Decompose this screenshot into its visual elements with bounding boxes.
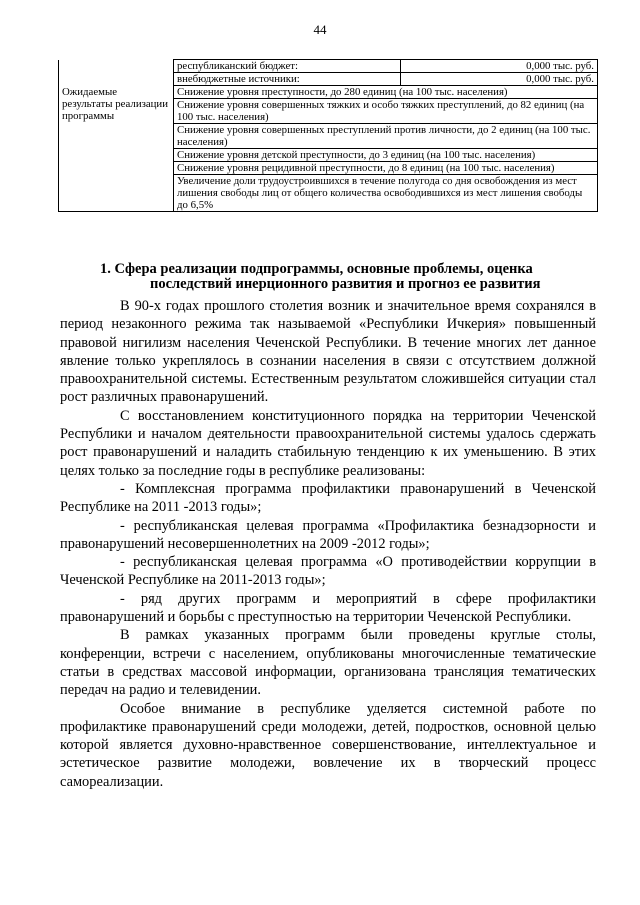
expected-result-item: Снижение уровня детской преступности, до 3 единиц (на 100 тыс. населения) [174,149,598,162]
list-item: - Комплексная программа профилактики правонарушений в Чеченской Республике на 2011 -2013 годы»; [60,480,596,516]
expected-result-item: Снижение уровня рецидивной преступности, до 8 единиц (на 100 тыс. населения) [174,162,598,175]
expected-result-item: Снижение уровня преступности, до 280 единиц (на 100 тыс. населения) [174,86,598,99]
list-item: - республиканская целевая программа «О противодействии коррупции в Чеченской Республике на 2011-2013 годы»; [60,554,596,589]
paragraph: С восстановлением конституционного порядка на территории Чеченской Республики и началом деятельности правоохранительной системы удалось сдержать рост правонарушений и наладить стабильную тенденцию к их уменьшению. В этих целях только за последние годы в республике реализованы: [60,407,596,479]
list-item: - ряд других программ и мероприятий в сфере профилактики правонарушений и борьбы с преступностью на территории Чеченской Республики. [60,590,596,626]
paragraph: В 90-х годах прошлого столетия возник и значительное время сохранялся в период незаконного режима так называемой «Республики Ичкерия» повышенный правовой нигилизм населения Чеченской Республики. В течение многих лет данное явление только укреплялось в сознании населения в связи с отсутствием должной правоохранительной системы. Естественным результатом сложившейся ситуации стал рост различных правонарушений. [60,298,596,406]
budget-extra-value: 0,000 тыс. руб. [401,73,598,86]
budget-republic-label: республиканский бюджет: [174,60,401,73]
table-row [59,73,598,86]
program-table [58,59,598,212]
section-title [100,262,600,292]
list-item: - республиканская целевая программа «Профилактика безнадзорности и правонарушений несовершеннолетних на 2009 -2012 годы»; [60,517,596,552]
table-row [59,60,598,73]
page-number: 44 [313,22,327,37]
table-row [59,86,598,99]
expected-result-item: Снижение уровня совершенных тяжких и особо тяжких преступлений, до 82 единиц (на 100 тыс. населения) [174,99,598,124]
body-text [60,297,596,791]
section-title-line2: последствий инерционного развития и прогноз ее развития [150,276,541,292]
table-label-cell [59,73,174,86]
paragraph: В рамках указанных программ были проведены круглые столы, конференции, встречи с населением, опубликованы многочисленные тематические статьи в средствах массовой информации, организована трансляция тематических передач на радио и телевидении. [60,627,596,699]
table-label-cell [59,60,174,73]
expected-result-item: Снижение уровня совершенных преступлений против личности, до 2 единиц (на 100 тыс. населения) [174,124,598,149]
budget-extra-label: внебюджетные источники: [174,73,401,86]
expected-result-item: Увеличение доли трудоустроившихся в течение полугода со дня освобождения из мест лишения свободы лиц от общего количества освободившихся из мест лишения свободы до 6,5% [174,175,598,212]
budget-republic-value: 0,000 тыс. руб. [401,60,598,73]
paragraph: Особое внимание в республике уделяется системной работе по профилактике правонарушений среди молодежи, детей, подростков, основной целью которой является духовно-нравственное совершенствование, интеллектуальное и эстетическое развитие молодежи, вовлечение их в творческий процесс самореализации. [60,700,596,790]
expected-results-label: Ожидаемые результаты реализации программы [59,86,174,212]
section-title-line1: 1. Сфера реализации подпрограммы, основные проблемы, оценка [100,261,533,277]
